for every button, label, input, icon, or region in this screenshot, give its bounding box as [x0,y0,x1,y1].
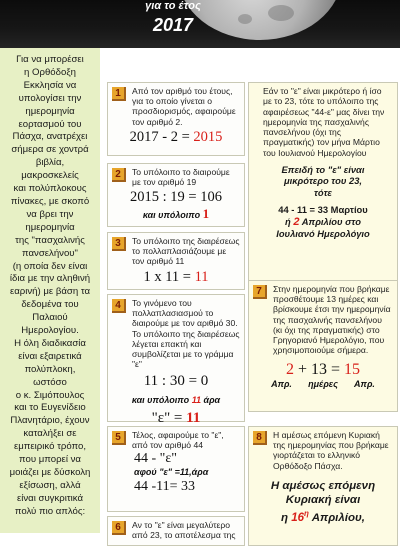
intro-line: που μπορεί να [19,454,81,466]
intro-line: καταλήξει σε [23,428,77,440]
step-5-line2: αφού "ε" =11,άρα [134,467,209,478]
intro-line: (η οποία δεν είναι [12,260,88,272]
intro-line: πίνακες, με σκοπό [10,195,90,207]
step-4-badge: 4 [112,299,126,313]
intro-line: Για να μπορέσει [16,54,84,65]
intro-line: υπολογίσει την [18,92,82,104]
rule-note: Επειδή το "ε" είναι μικρότερο του 23, τότε [281,164,365,198]
step-4-formula: 11 : 30 = 0 [143,373,209,390]
step-6-text: Αν το "ε" είναι μεγαλύτερο από 23, το αποτέλεσμα της [132,520,236,541]
step-4-box [107,294,245,427]
step-7-text: Στην ημερομηνία που βρήκαμε προσθέτουμε 13 ημέρες και βρίσκουμε έτσι την ημερομηνία της πασχαλινής πανσελήνου (κι όχι της πραγματικής) στο Γρηγοριανό Ημερολόγιο, που χρησιμοποιούμε σήμερα. [273,284,391,356]
step-1-box [107,82,245,156]
step-5-text: Τέλος, αφαιρούμε το "ε", από τον αριθμό 44 [132,430,224,451]
intro-line: εμπειρικό τρόπο, [13,441,87,453]
intro-line: ημερομηνία [25,105,75,117]
intro-text [4,54,96,519]
step-7-formula: 2 + 13 = 15 [285,361,361,379]
intro-line: ημερομηνία [25,221,75,233]
intro-line: Η όλη διαδικασία [14,337,86,349]
step-4-text: Το γινόμενο του πολλαπλασιασμού το διαιρούμε με τον αριθμό 30. Το υπόλοιπο της διαιρέσεως λέγεται επακτή και συμβολίζεται με το γράμμα "ε" [132,298,240,370]
step-4-epakti: "ε" = 11 [151,410,201,427]
banner-year: 2017 [152,15,194,35]
intro-line: Ημερολογίου. [21,325,79,337]
step-2-formula: 2015 : 19 = 106 [130,189,222,206]
intro-line: Πάσχα, ανατρέχει [12,131,88,143]
step-8-result: Η αμέσως επόμενη Κυριακή είναι η $16^\eta$ Απριλίου, [270,479,376,524]
step-6-box [107,516,245,546]
intro-line: πολύ πιο απλός: [14,505,86,517]
intro-line: ωστόσο [33,376,67,388]
step-7-box [248,280,398,412]
intro-line: ίδια με την αληθινή [9,273,91,285]
intro-line: μακροσκελείς [21,170,79,182]
step-3-box [107,232,245,290]
rule-box [248,82,398,294]
step-2-box [107,163,245,227]
header-banner [0,0,400,48]
intro-line: Πλανητάριο, έχουν [10,415,90,427]
step-2-remainder: και υπόλοιπο 1 [142,206,210,222]
intro-line: είναι συγκριτικά [16,492,84,504]
intro-line: ο κ. Σιμόπουλος [15,389,85,401]
intro-line: η Ορθόδοξη [24,66,76,78]
step-3-badge: 3 [112,237,126,251]
step-8-text: Η αμέσως επόμενη Κυριακή της ημερομηνίας που βρήκαμε γιορτάζεται το ελληνικό Ορθόδοξο Πάσχα. [273,430,389,471]
intro-line: σήμερα σε χοντρά [11,144,89,156]
intro-line: είναι εξαιρετικά [18,350,82,362]
intro-line: και το Ευγενίδειο [14,402,86,414]
step-5-box [107,426,245,512]
intro-line: μοιάζει με δύσκολη [9,467,91,478]
rule-calc: 44 - 11 = 33 Μαρτίου [278,204,368,216]
step-8-badge: 8 [253,431,267,445]
intro-line: να βρει την [26,208,74,220]
step-7-labels: Απρ. ημέρες Απρ. [271,379,375,390]
step-2-badge: 2 [112,168,126,182]
intro-line: εαρινή) με βάση τα [9,286,91,298]
step-5-line3: 44 -11= 33 [134,479,196,495]
intro-line: εξίσωση, αλλά [19,479,81,491]
step-6-badge: 6 [112,521,126,535]
intro-line: δεδομένα του [21,299,79,311]
step-5-badge: 5 [112,431,126,445]
intro-line: Εκκλησία να [23,79,77,91]
step-8-box [248,426,398,546]
intro-line: και πολύπλοκους [13,183,87,195]
banner-subtitle: για το έτος [145,0,201,12]
step-3-text: Το υπόλοιπο της διαιρέσεως το πολλαπλασιάζουμε με τον αριθμό 11 [132,236,240,267]
step-1-text: Από τον αριθμό του έτους, για το οποίο γίνεται ο προσδιορισμός, αφαιρούμε τον αριθμό 2. [132,86,236,127]
step-5-line1: 44 - "ε" [134,451,177,467]
step-2-text: Το υπόλοιπο το διαιρούμε με τον αριθμό 19 [132,167,230,188]
intro-line: Παλαιού [32,312,68,324]
intro-line: πολύπλοκη, [24,363,76,375]
intro-line: της "πασχαλινής [15,234,85,246]
rule-april: ή 2 Απριλίου στο [285,215,361,228]
intro-sidebar [0,48,100,533]
intro-line: εορτασμού του [18,118,82,130]
rule-text: Εάν το "ε" είναι μικρότερο ή ίσο με το 23, τότε το υπόλοιπο της αφαιρέσεως "44-ε" μας δίνει την ημερομηνία της πασχαλινής πανσελήνου (όχι της πραγματικής) τον μήνα Μάρτιο του Ιουλιανού Ημερολογίου [263,86,385,158]
step-7-badge: 7 [253,285,267,299]
intro-line: πανσελήνου" [22,247,78,259]
step-4-remainder: και υπόλοιπο 11 άρα [131,395,221,406]
step-3-formula: 1 x 11 = 11 [143,268,209,285]
intro-line: βιβλία, [35,157,65,169]
rule-calendar: Ιουλιανό Ημερολόγιο [276,228,370,240]
step-1-formula: 2017 - 2 = 2015 [129,128,223,145]
step-1-badge: 1 [112,87,126,101]
